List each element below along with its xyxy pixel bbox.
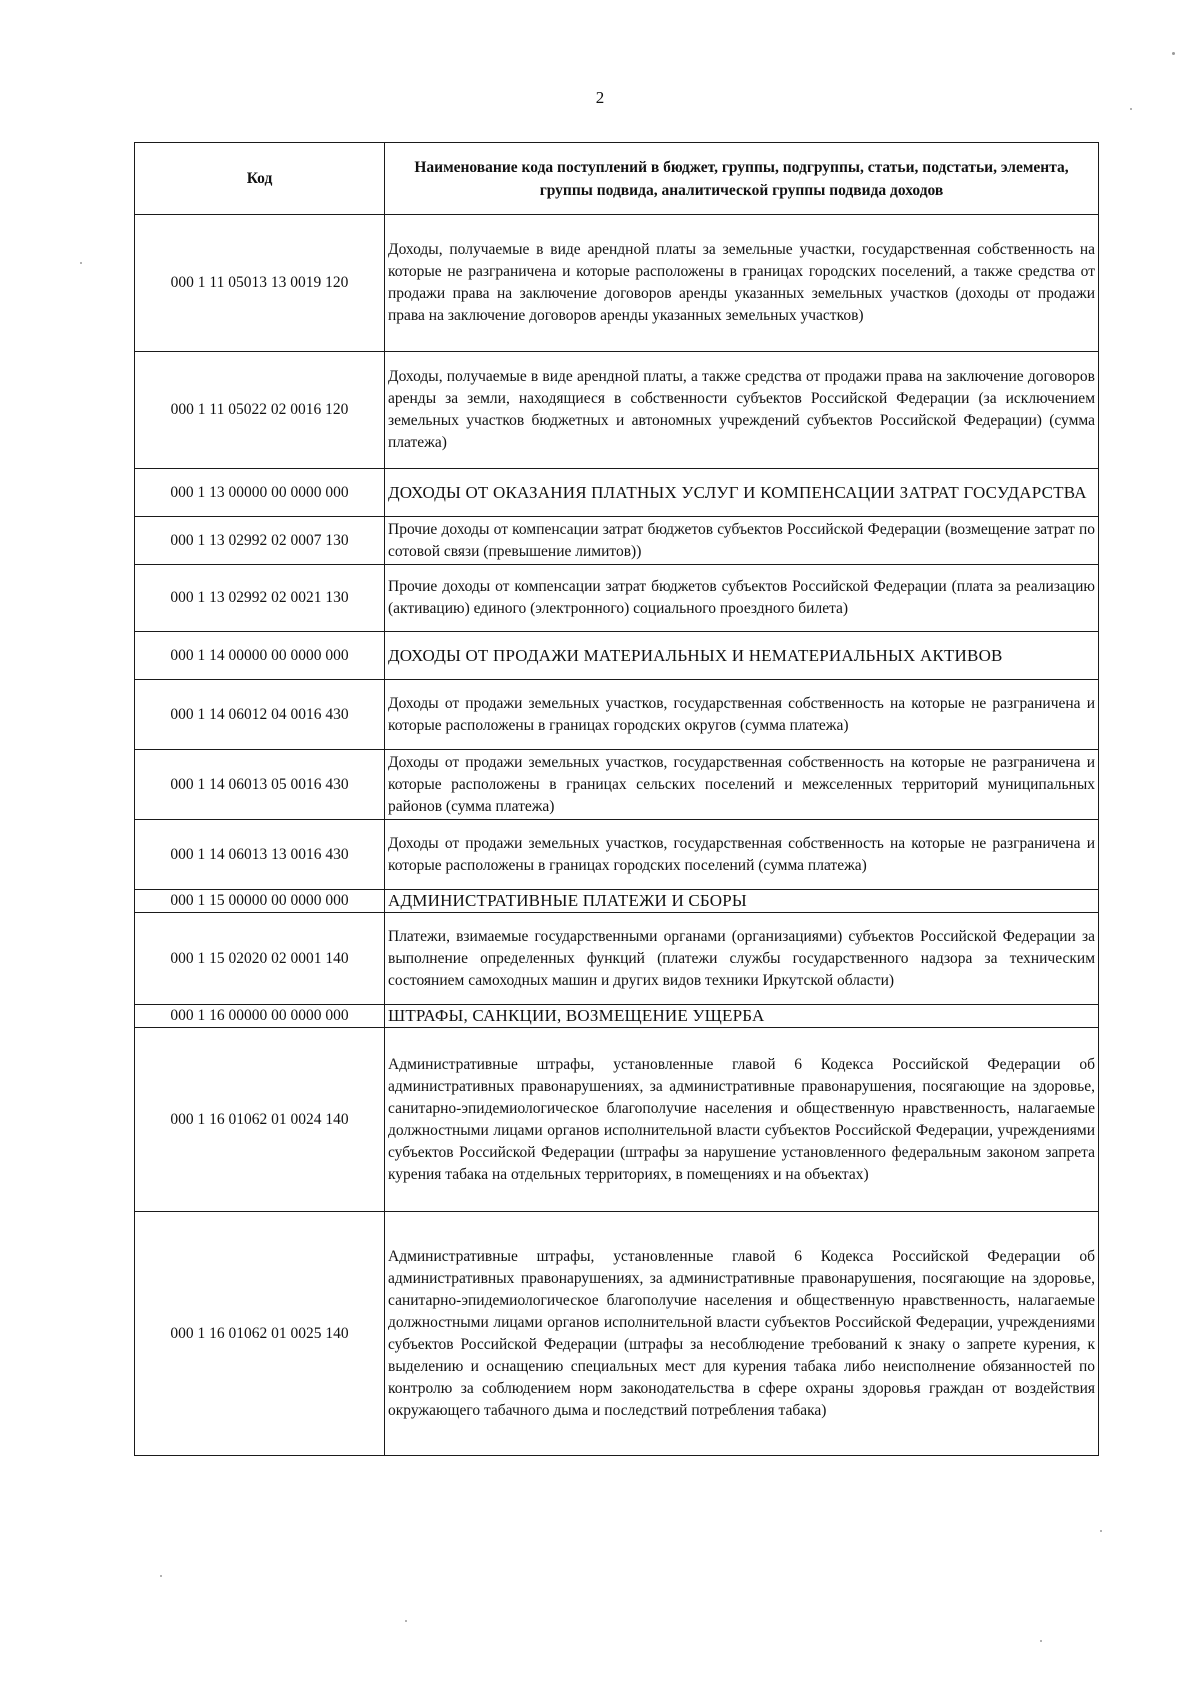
table-row [135,352,1099,469]
table-row-section [135,469,1099,517]
row-name: Административные штрафы, установленные главой 6 Кодекса Российской Федерации об административных правонарушениях, за административные правонарушения, посягающие на здоровье, санитарно-эпидемиологическое благополучие населения и общественную нравственность, налагаемые должностными лицами органов исполнительной власти субъектов Российской Федерации, учреждениями субъектов Российской Федерации (штрафы за несоблюдение требований к знаку о запрете курения, к выделению и оснащению специальных мест для курения табака либо неисполнение обязанностей по контролю за соблюдением норм законодательства в сфере охраны здоровья граждан от воздействия окружающего табачного дыма и последствий потребления табака) [385,1212,1099,1456]
row-code: 000 1 11 05013 13 0019 120 [135,215,385,352]
page-number: 2 [595,88,605,107]
row-name: Прочие доходы от компенсации затрат бюджетов субъектов Российской Федерации (возмещение затрат по сотовой связи (превышение лимитов)) [385,517,1099,565]
table-row [135,1212,1099,1456]
row-code: 000 1 15 02020 02 0001 140 [135,913,385,1005]
header-name: Наименование кода поступлений в бюджет, группы, подгруппы, статьи, подстатьи, элемента, группы подвида, аналитической группы подвида доходов [385,143,1099,215]
scan-speck [160,1575,162,1577]
row-name: Административные штрафы, установленные главой 6 Кодекса Российской Федерации об административных правонарушениях, за административные правонарушения, посягающие на здоровье, санитарно-эпидемиологическое благополучие населения и общественную нравственность, налагаемые должностными лицами органов исполнительной власти субъектов Российской Федерации, учреждениями субъектов Российской Федерации (штрафы за нарушение установленного федеральным законом запрета курения табака на отдельных территориях, в помещениях и на объектах) [385,1028,1099,1212]
row-code: 000 1 13 02992 02 0021 130 [135,565,385,632]
table-row [135,820,1099,890]
row-code: 000 1 11 05022 02 0016 120 [135,352,385,469]
row-name: ДОХОДЫ ОТ ОКАЗАНИЯ ПЛАТНЫХ УСЛУГ И КОМПЕНСАЦИИ ЗАТРАТ ГОСУДАРСТВА [385,469,1099,517]
table-header-row [135,143,1099,215]
table-row-section [135,890,1099,913]
table-row [135,913,1099,1005]
row-code: 000 1 15 00000 00 0000 000 [135,890,385,913]
scan-speck [80,262,82,264]
row-code: 000 1 14 00000 00 0000 000 [135,632,385,680]
scan-speck [405,1620,407,1622]
row-name: Платежи, взимаемые государственными органами (организациями) субъектов Российской Федерации за выполнение определенных функций (платежи службы государственного надзора за техническим состоянием самоходных машин и других видов техники Иркутской области) [385,913,1099,1005]
revenue-codes-table [134,142,1099,1456]
row-code: 000 1 14 06012 04 0016 430 [135,680,385,750]
row-name: Доходы от продажи земельных участков, государственная собственность на которые не разграничена и которые расположены в границах городских поселений (сумма платежа) [385,820,1099,890]
table-row-section [135,1005,1099,1028]
row-name: Доходы, получаемые в виде арендной платы, а также средства от продажи права на заключение договоров аренды за земли, находящиеся в собственности субъектов Российской Федерации (за исключением земельных участков бюджетных и автономных учреждений субъектов Российской Федерации) (сумма платежа) [385,352,1099,469]
row-code: 000 1 13 00000 00 0000 000 [135,469,385,517]
scan-speck [1172,52,1175,55]
row-code: 000 1 16 01062 01 0025 140 [135,1212,385,1456]
row-code: 000 1 16 01062 01 0024 140 [135,1028,385,1212]
table-row [135,1028,1099,1212]
table-row [135,750,1099,820]
row-name: Доходы от продажи земельных участков, государственная собственность на которые не разграничена и которые расположены в границах сельских поселений и межселенных территорий муниципальных районов (сумма платежа) [385,750,1099,820]
header-code: Код [135,143,385,215]
row-name: ДОХОДЫ ОТ ПРОДАЖИ МАТЕРИАЛЬНЫХ И НЕМАТЕРИАЛЬНЫХ АКТИВОВ [385,632,1099,680]
row-code: 000 1 14 06013 13 0016 430 [135,820,385,890]
table-row-section [135,632,1099,680]
table-row [135,517,1099,565]
table-row [135,680,1099,750]
row-name: Доходы от продажи земельных участков, государственная собственность на которые не разграничена и которые расположены в границах городских округов (сумма платежа) [385,680,1099,750]
row-name: ШТРАФЫ, САНКЦИИ, ВОЗМЕЩЕНИЕ УЩЕРБА [385,1005,1099,1028]
scan-speck [1130,108,1132,110]
row-name: Прочие доходы от компенсации затрат бюджетов субъектов Российской Федерации (плата за реализацию (активацию) единого (электронного) социального проездного билета) [385,565,1099,632]
scan-speck [1040,1640,1042,1642]
row-code: 000 1 16 00000 00 0000 000 [135,1005,385,1028]
row-code: 000 1 14 06013 05 0016 430 [135,750,385,820]
scan-speck [1100,1530,1102,1532]
row-name: Доходы, получаемые в виде арендной платы за земельные участки, государственная собственность на которые не разграничена и которые расположены в границах городских поселений, а также средства от продажи права на заключение договоров аренды указанных земельных участков (доходы от продажи права на заключение договоров аренды указанных земельных участков) [385,215,1099,352]
table-row [135,565,1099,632]
table-row [135,215,1099,352]
row-name: АДМИНИСТРАТИВНЫЕ ПЛАТЕЖИ И СБОРЫ [385,890,1099,913]
row-code: 000 1 13 02992 02 0007 130 [135,517,385,565]
